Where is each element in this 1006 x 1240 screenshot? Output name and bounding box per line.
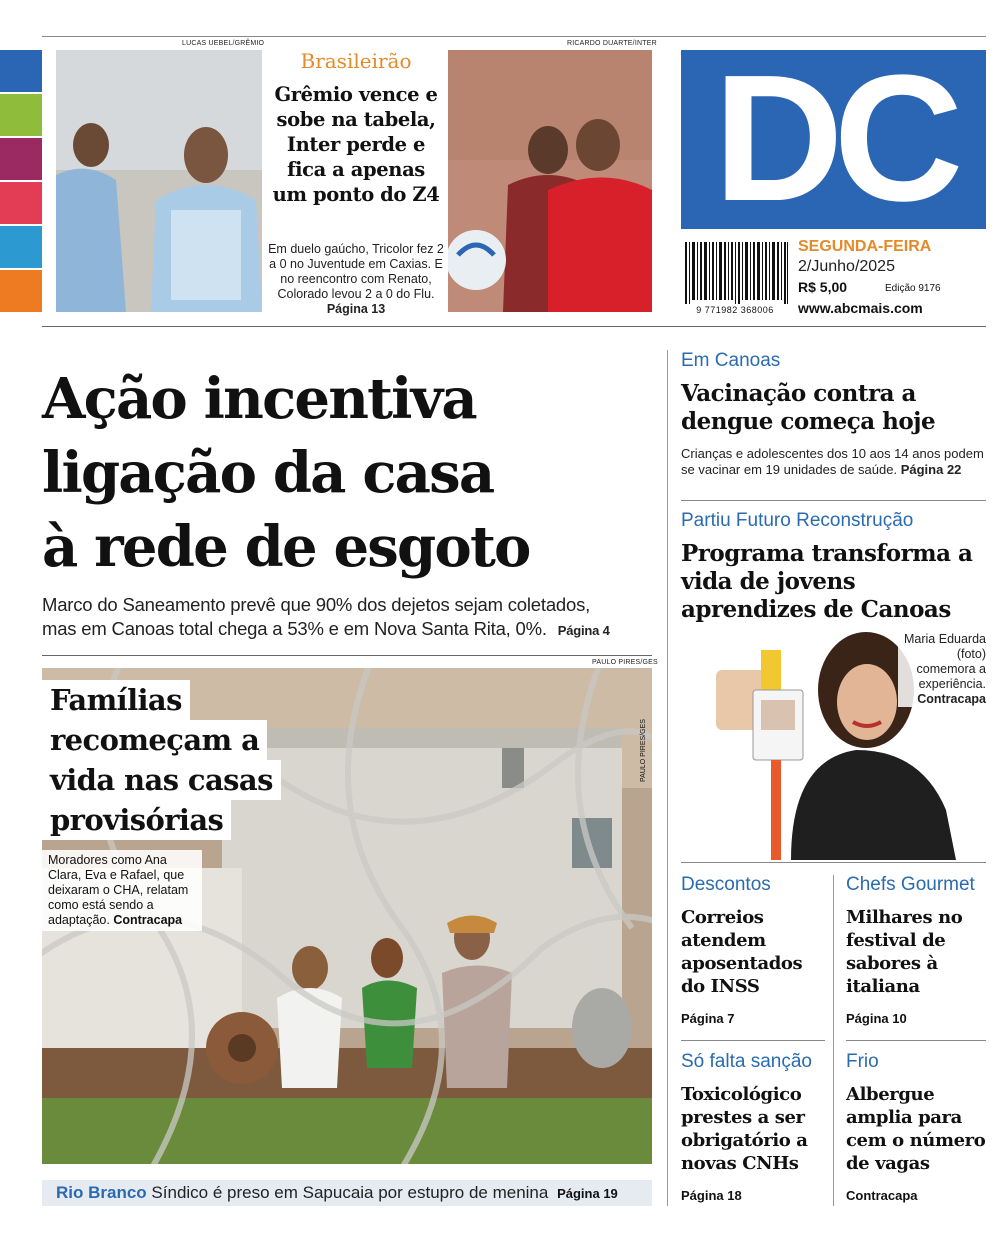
main-deck-line-1: Marco do Saneamento prevê que 90% dos dejetos sejam coletados, [42, 594, 591, 615]
story1-page[interactable]: Página 22 [900, 462, 962, 477]
main-deck-line-2: mas em Canoas total chega a 53% e em Nova Santa Rita, 0%. [42, 618, 547, 639]
photo-credit-gremio: LUCAS UEBEL/GRÊMIO [182, 40, 265, 47]
photo-credit-inter: RICARDO DUARTE/INTER [567, 40, 657, 47]
story2-kicker: Partiu Futuro Reconstrução [681, 510, 914, 531]
photo-headline-line-1: Famílias [42, 680, 190, 720]
color-bar-red [0, 182, 42, 224]
brief2-page[interactable]: Página 10 [846, 1011, 907, 1026]
main-headline-line-2: ligação da casa [42, 440, 494, 506]
website-link[interactable]: www.abcmais.com [798, 300, 923, 316]
footer-kicker: Rio Branco [56, 1183, 147, 1202]
footer-page[interactable]: Página 19 [557, 1186, 618, 1201]
main-headline-line-3: à rede de esgoto [42, 514, 530, 580]
main-page[interactable]: Página 4 [557, 623, 610, 638]
photo-headline-line-4: provisórias [42, 800, 231, 840]
barcode [685, 242, 789, 306]
edition-label: Edição 9176 [885, 283, 941, 294]
date-label: 2/Junho/2025 [798, 258, 895, 275]
top-headline[interactable]: Grêmio vence e sobe na tabela, Inter perde e fica a apenas um ponto do Z4 [272, 83, 440, 206]
brief3-page[interactable]: Página 18 [681, 1188, 742, 1203]
price-label: R$ 5,00 [798, 279, 848, 295]
color-bar-orange [0, 270, 42, 312]
dc-logo[interactable] [681, 38, 986, 239]
right-column-rule [667, 350, 668, 1206]
right-rule-2 [681, 862, 986, 863]
main-headline-line-1: Ação incentiva [42, 366, 476, 432]
photo-story-text: Moradores como Ana Clara, Eva e Rafael, que deixaram o CHA, relatam como está sendo a adaptação. [48, 853, 189, 927]
photo-story-page[interactable]: Contracapa [113, 913, 183, 927]
brief1-kicker: Descontos [681, 874, 771, 895]
story1-headline[interactable]: Vacinação contra a dengue começa hoje [681, 380, 936, 435]
brief3-kicker: Só falta sanção [681, 1051, 812, 1072]
brief2-headline[interactable]: Milhares no festival de sabores à italiana [846, 907, 963, 997]
masthead-rule [42, 326, 986, 327]
top-page[interactable]: Página 13 [326, 302, 386, 316]
right-rule-1 [681, 500, 986, 501]
main-headline[interactable] [42, 362, 652, 584]
inter-photo[interactable] [448, 50, 652, 312]
story1-kicker: Em Canoas [681, 350, 781, 371]
footer-text: Síndico é preso em Sapucaia por estupro de menina [151, 1183, 549, 1202]
story2-photo-credit: PAULO PIRES/GES [640, 719, 647, 782]
brief1-page[interactable]: Página 7 [681, 1011, 735, 1026]
story2-caption [898, 632, 986, 707]
photo-headline-line-3: vida nas casas [42, 760, 281, 800]
logo-text: DC [713, 38, 954, 239]
briefs-rule-right [846, 1040, 986, 1041]
main-deck [42, 593, 654, 643]
barcode-number: 9 771982 368006 [696, 305, 774, 315]
photo-story-headline[interactable] [42, 680, 281, 840]
color-bar-purple [0, 138, 42, 180]
color-bar-blue [0, 50, 42, 92]
story2-caption-text: Maria Eduarda (foto) comemora a experiência. [904, 632, 986, 691]
brief4-kicker: Frio [846, 1051, 879, 1072]
story1-body [681, 446, 986, 478]
story2-page[interactable]: Contracapa [917, 692, 986, 706]
main-photo-rule [42, 655, 652, 656]
photo-story-body [42, 850, 202, 931]
brief3-headline[interactable]: Toxicológico prestes a ser obrigatório a novas CNHs [681, 1084, 808, 1174]
brief1-headline[interactable]: Correios atendem aposentados do INSS [681, 907, 803, 997]
top-body [268, 242, 444, 317]
top-rule [42, 36, 986, 37]
top-body-text: Em duelo gaúcho, Tricolor fez 2 a 0 no Juventude em Caxias. E no reencontro com Renato, Colorado levou 2 a 0 do Flu. [268, 242, 444, 301]
story2-headline[interactable]: Programa transforma a vida de jovens aprendizes de Canoas [681, 540, 973, 623]
brief4-page[interactable]: Contracapa [846, 1188, 918, 1203]
brief4-headline[interactable]: Albergue amplia para cem o número de vagas [846, 1084, 986, 1174]
photo-headline-line-2: recomeçam a [42, 720, 267, 760]
footer-strip[interactable] [42, 1180, 652, 1206]
briefs-rule-left [681, 1040, 825, 1041]
briefs-vertical-rule [833, 875, 834, 1206]
photo-credit-housing: PAULO PIRES/GES [592, 659, 658, 666]
color-bar-cyan [0, 226, 42, 268]
top-kicker: Brasileirão [300, 49, 412, 73]
gremio-photo[interactable] [56, 50, 262, 312]
color-bar-green [0, 94, 42, 136]
day-label: SEGUNDA-FEIRA [798, 238, 932, 255]
story1-text: Crianças e adolescentes dos 10 aos 14 anos podem se vacinar em 19 unidades de saúde. [681, 446, 984, 477]
brief2-kicker: Chefs Gourmet [846, 874, 975, 895]
